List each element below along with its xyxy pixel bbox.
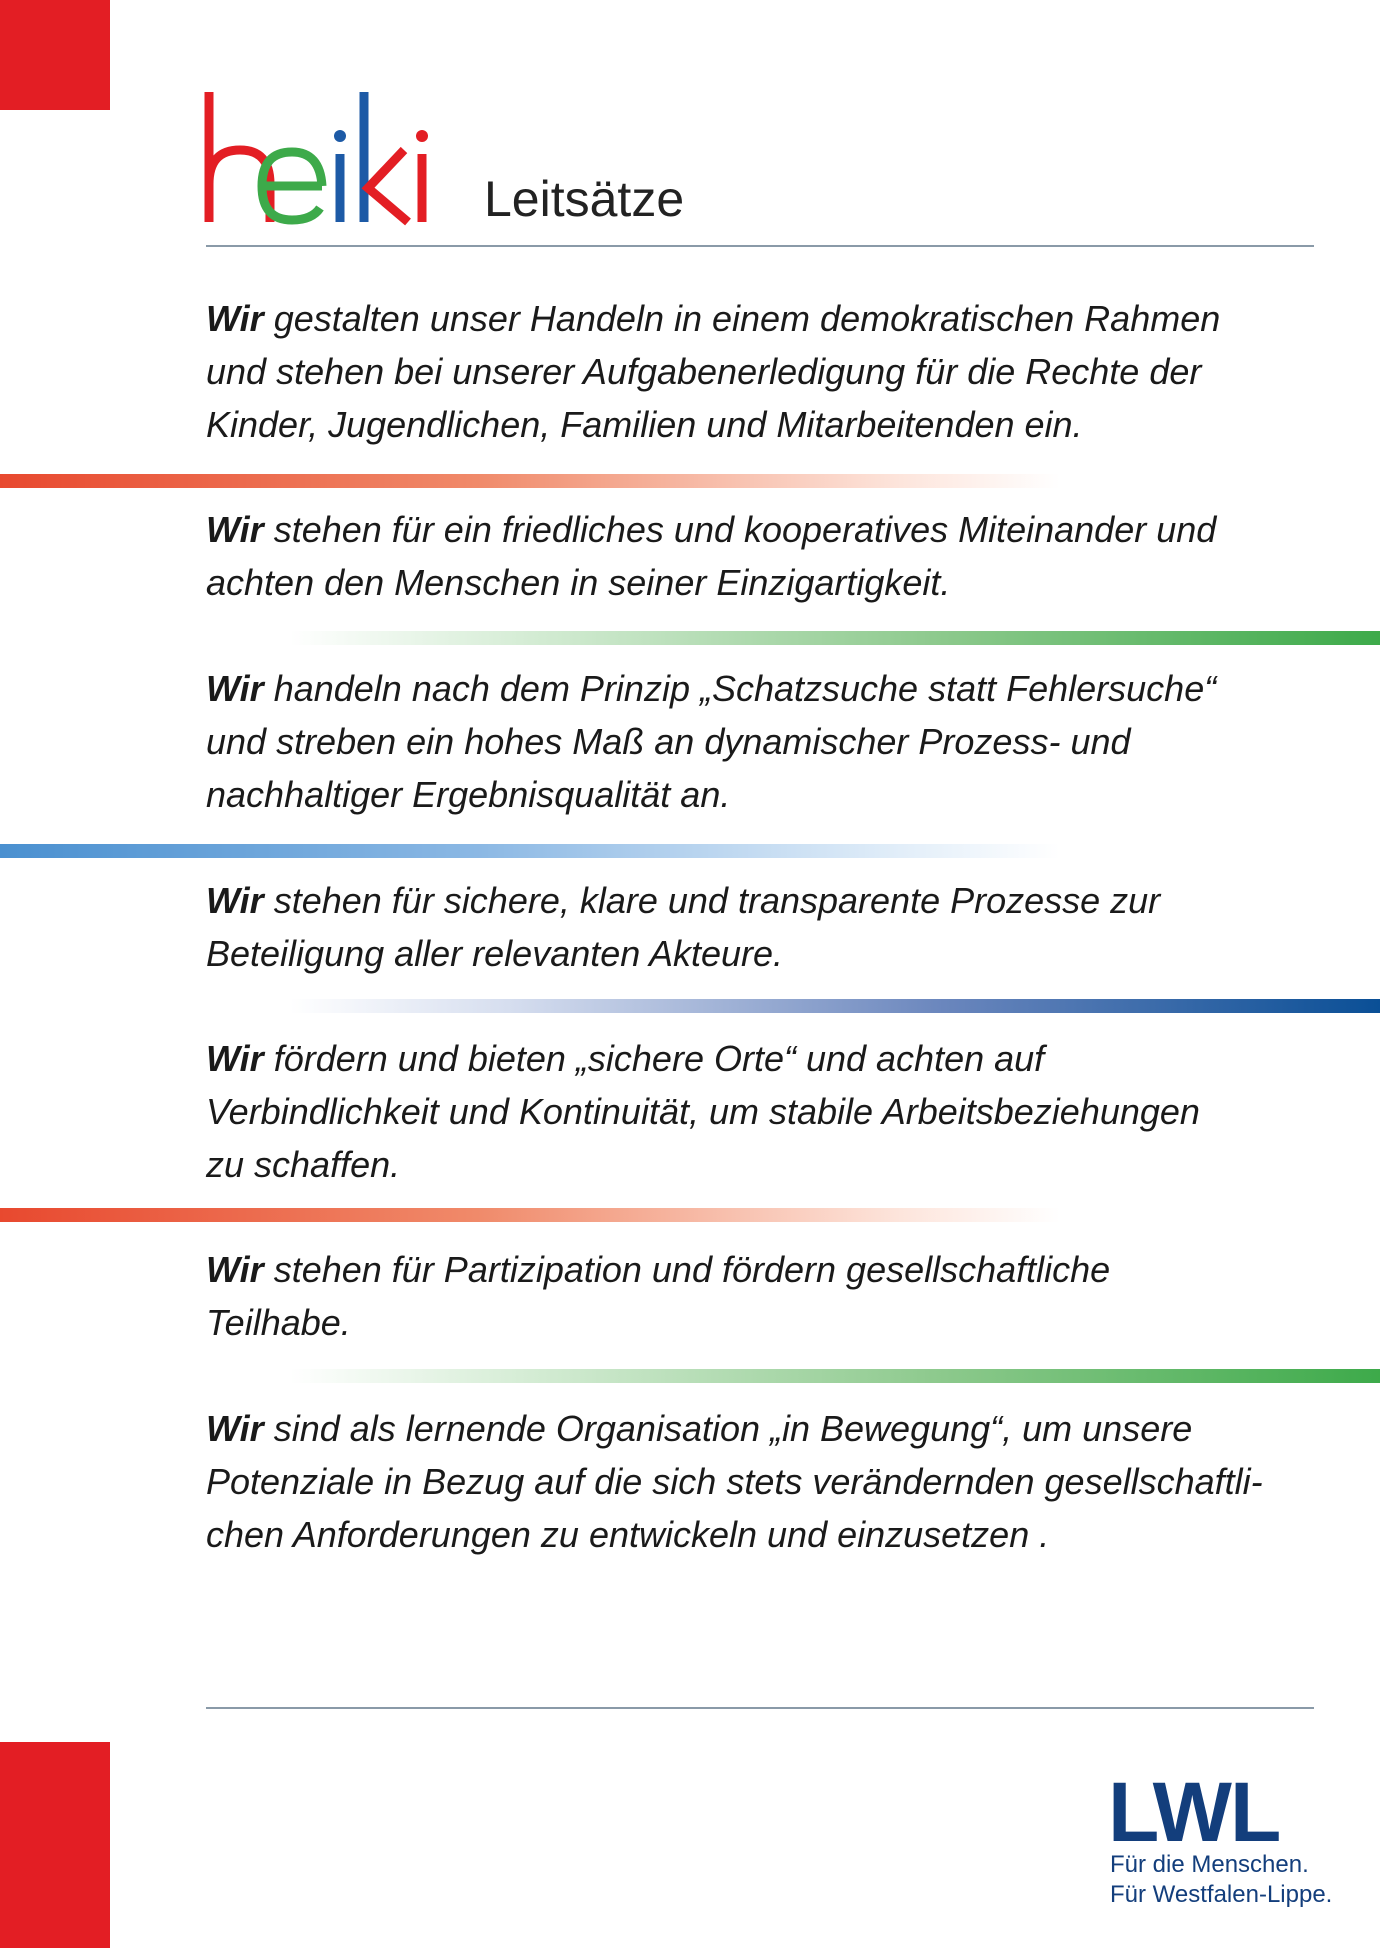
statement-6: Wir stehen für Partizipation und fördern gesellschaftliche Teilhabe. (206, 1249, 1111, 1343)
statement-3: Wir handeln nach dem Prinzip „Schatzsuche statt Fehlersuche“ und streben ein hohes Maß an dynamischer Prozess- und nachhaltiger Ergebnisqualität an. (206, 668, 1217, 815)
header-divider (206, 245, 1314, 247)
stripe-green (290, 631, 1380, 645)
page-title: Leitsätze (484, 171, 685, 227)
lwl-logo: LWL (1108, 1765, 1280, 1859)
statement-1: Wir gestalten unser Handeln in einem demokratischen Rahmen und stehen bei unserer Aufgabenerledigung für die Rechte der Kinder, Jugendlichen, Familien und Mitarbeitenden ein. (206, 298, 1221, 445)
statement-2: Wir stehen für ein friedliches und kooperatives Miteinander und achten den Menschen in seiner Einzigartigkeit. (206, 509, 1217, 603)
tagline-line-1: Für die Menschen. (1110, 1851, 1309, 1878)
stripe-green (290, 1369, 1380, 1383)
stripe-blue (0, 844, 1060, 858)
red-corner-top (0, 0, 110, 110)
statement-5: Wir fördern und bieten „sichere Orte“ und achten auf Verbindlichkeit und Kontinuität, um stabile Arbeitsbeziehungen zu schaffen. (206, 1038, 1200, 1185)
stripe-red (0, 474, 1060, 488)
statement-4: Wir stehen für sichere, klare und transparente Prozesse zur Beteiligung aller relevanten Akteure. (206, 880, 1161, 974)
stripe-red (0, 1208, 1060, 1222)
red-corner-bottom (0, 1742, 110, 1948)
stripe-navy (290, 999, 1380, 1013)
heiki-logo (204, 92, 428, 228)
statement-7: Wir sind als lernende Organisation „in Bewegung“, um unsere Potenziale in Bezug auf die sich stets verändernden gesellschaftli- chen Anforderungen zu entwickeln und einzusetzen . (206, 1408, 1263, 1555)
footer-divider (206, 1707, 1314, 1709)
tagline-line-2: Für Westfalen-Lippe. (1110, 1881, 1333, 1908)
